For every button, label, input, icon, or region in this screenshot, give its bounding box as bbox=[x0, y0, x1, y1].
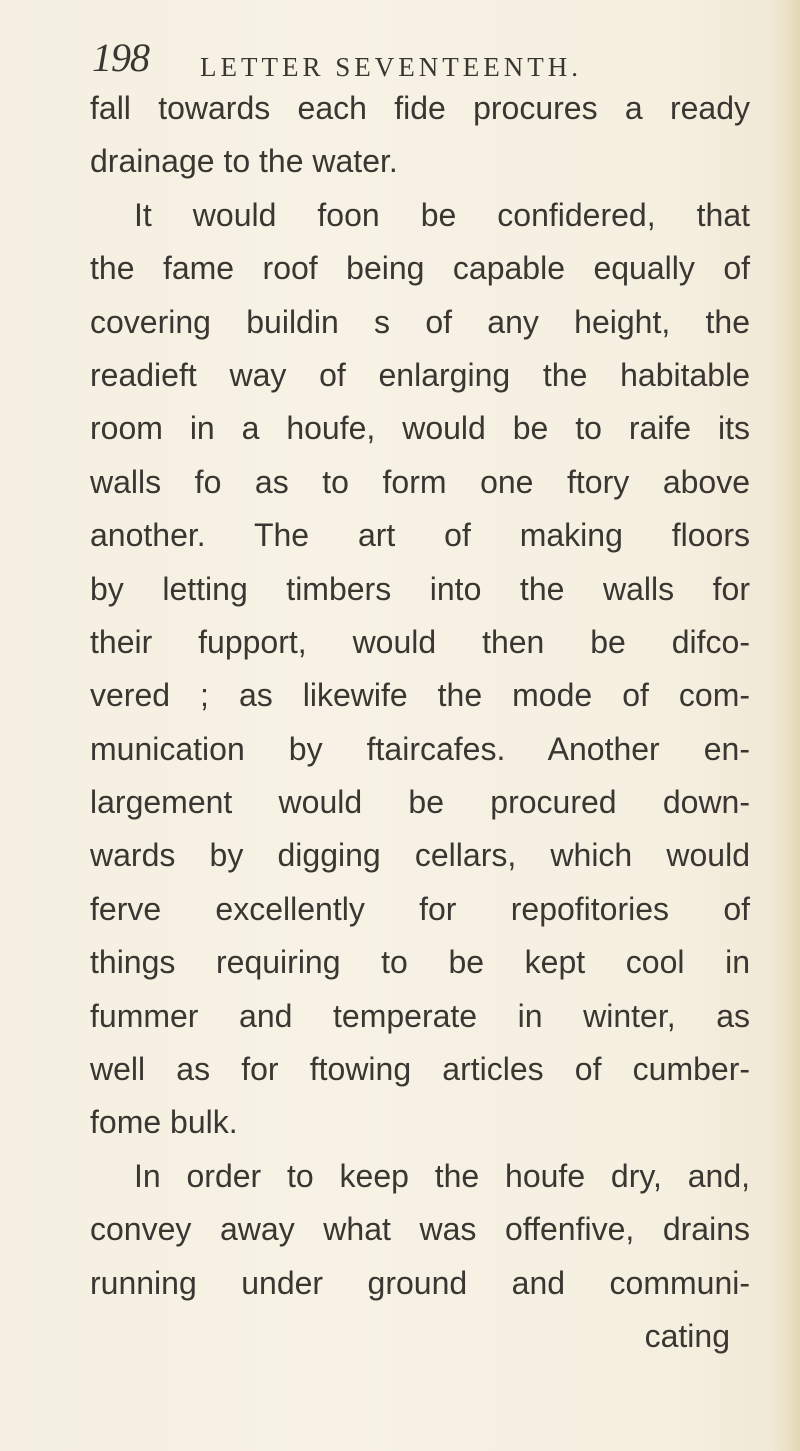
text-line: fome bulk. bbox=[90, 1104, 238, 1141]
text-line: readieft way of enlarging the habitable bbox=[90, 356, 750, 393]
text-line: In order to keep the houfe dry, and, bbox=[134, 1157, 750, 1194]
text-line: the fame roof being capable equally of bbox=[90, 250, 750, 287]
text-line: running under ground and communi- bbox=[90, 1264, 750, 1301]
body-text bbox=[90, 82, 750, 1363]
text-line: their fupport, would then be difco- bbox=[90, 623, 750, 660]
catchword: cating bbox=[644, 1317, 730, 1354]
text-line: another. The art of making floors bbox=[90, 517, 750, 554]
text-line: drainage to the water. bbox=[90, 143, 398, 180]
text-line: well as for ftowing articles of cumber- bbox=[90, 1051, 750, 1088]
text-line: things requiring to be kept cool in bbox=[90, 944, 750, 981]
text-line: largement would be procured down- bbox=[90, 784, 750, 821]
text-line: fall towards each fide procures a ready bbox=[90, 90, 750, 126]
page-number: 198 bbox=[92, 35, 149, 80]
running-head: LETTER SEVENTEENTH. bbox=[200, 52, 582, 82]
text-line: munication by ftaircafes. Another en- bbox=[90, 730, 750, 767]
text-line: wards by digging cellars, which would bbox=[90, 837, 750, 874]
page-header bbox=[92, 20, 752, 80]
text-line: walls fo as to form one ftory above bbox=[90, 463, 750, 500]
text-line: ferve excellently for repofitories of bbox=[90, 890, 750, 927]
text-line: convey away what was offenfive, drains bbox=[90, 1211, 750, 1248]
text-line: covering buildin s of any height, the bbox=[90, 303, 750, 340]
text-line: It would foon be confidered, that bbox=[134, 196, 750, 233]
text-line: by letting timbers into the walls for bbox=[90, 570, 750, 607]
text-line: fummer and temperate in winter, as bbox=[90, 997, 750, 1034]
page-edge-shadow bbox=[772, 0, 800, 1451]
text-line: room in a houfe, would be to raife its bbox=[90, 410, 750, 447]
text-line: vered ; as likewife the mode of com- bbox=[90, 677, 750, 714]
